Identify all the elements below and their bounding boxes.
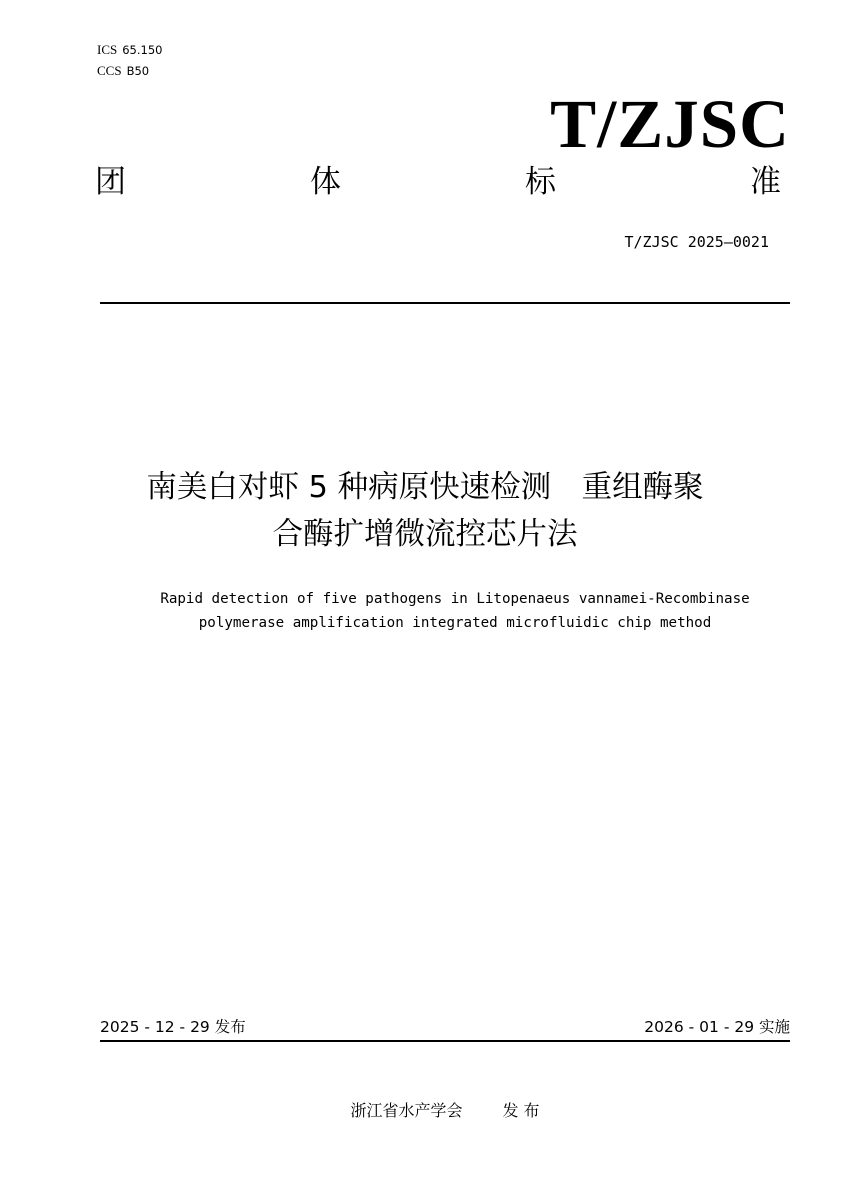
title-chinese-line-2: 合酶扩增微流控芯片法 bbox=[272, 517, 578, 552]
standard-type-char-2: 体 bbox=[310, 164, 341, 200]
standard-type-char-4: 准 bbox=[750, 164, 781, 200]
title-chinese-line-1: 南美白对虾 5 种病原快速检测 重组酶聚 bbox=[146, 470, 704, 505]
standard-logo: T/ZJSC bbox=[550, 86, 790, 162]
standard-type-char-3: 标 bbox=[525, 164, 556, 200]
ics-label: ICS bbox=[97, 42, 118, 57]
ics-code: 65.150 bbox=[122, 43, 163, 57]
ccs-label: CCS bbox=[97, 63, 122, 78]
footer-divider bbox=[100, 1040, 790, 1042]
publisher-action: 发 布 bbox=[502, 1101, 540, 1120]
title-english-line-2: polymerase amplification integrated microfluidic chip method bbox=[198, 615, 712, 631]
standard-number: T/ZJSC 2025—0021 bbox=[624, 233, 769, 251]
publisher-name: 浙江省水产学会 bbox=[350, 1101, 463, 1120]
issue-date: 2025 - 12 - 29 发布 bbox=[100, 1018, 246, 1036]
publisher-line bbox=[0, 1100, 850, 1122]
implementation-date: 2026 - 01 - 29 实施 bbox=[644, 1018, 790, 1036]
header-divider bbox=[100, 302, 790, 304]
title-english-line-1: Rapid detection of five pathogens in Litopenaeus vannamei-Recombinase bbox=[160, 591, 750, 607]
ics-classification bbox=[97, 42, 162, 58]
ccs-classification bbox=[97, 63, 149, 79]
ccs-code: B50 bbox=[126, 64, 150, 78]
standard-type-char-1: 团 bbox=[95, 164, 126, 200]
